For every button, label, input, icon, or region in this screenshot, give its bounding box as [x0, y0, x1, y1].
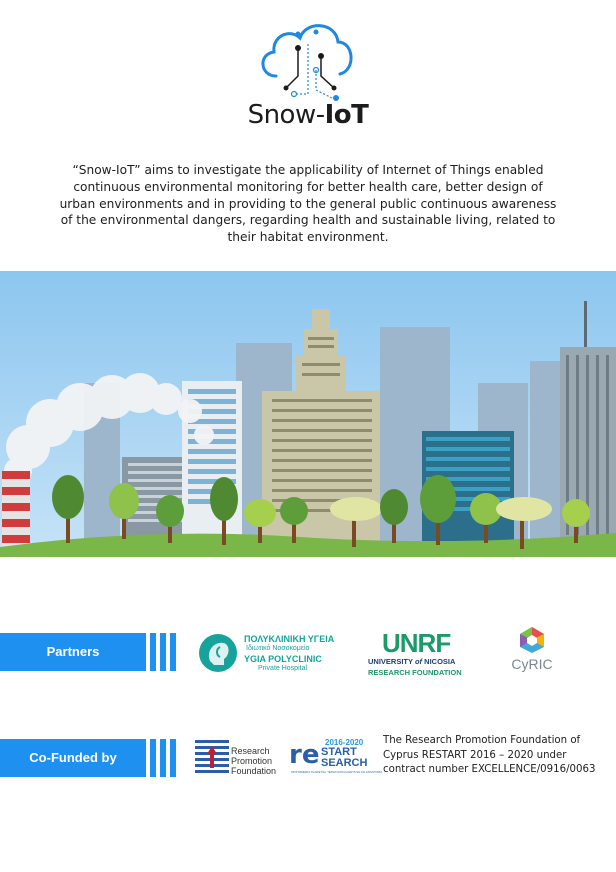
unrf-mark: UNRF	[382, 628, 451, 658]
rpf-line3: Foundation	[231, 766, 277, 776]
rpf-line1: Research	[231, 746, 270, 756]
restart-line1: START	[321, 746, 357, 758]
cofunded-band	[0, 739, 180, 777]
restart-words	[321, 747, 367, 769]
restart-re-mark: re	[289, 740, 320, 770]
restart-line2: SEARCH	[321, 757, 368, 769]
cloud-circuit-icon	[256, 14, 360, 104]
brand-name-bold: IoT	[324, 100, 369, 130]
partners-label: Partners	[0, 633, 146, 671]
band-stripe	[170, 739, 176, 777]
rpf-line2: Promotion	[231, 756, 273, 766]
rpf-emblem-icon	[195, 738, 229, 776]
band-stripe	[160, 739, 166, 777]
rpf-logo	[195, 738, 277, 778]
band-stripe	[160, 633, 166, 671]
restart-logo	[289, 738, 383, 778]
band-stripe	[150, 739, 156, 777]
ygia-line2: Ιδιωτικό Νοσοκομείο	[246, 645, 310, 652]
partners-band	[0, 633, 180, 671]
unrf-line2: RESEARCH FOUNDATION	[368, 668, 462, 677]
ygia-line4: Private Hospital	[258, 665, 308, 672]
ygia-line1: ΠΟΛΥΚΛΙΝΙΚΗ ΥΓΕΙΑ	[244, 634, 335, 644]
restart-years: 2016-2020	[325, 738, 364, 747]
ygia-head-icon	[198, 633, 238, 673]
ygia-line3: YGIA POLYCLINIC	[244, 654, 322, 664]
rpf-text	[231, 746, 276, 776]
unrf-logo	[368, 628, 472, 678]
ygia-polyclinic-logo	[198, 633, 335, 675]
band-stripe	[150, 633, 156, 671]
cyric-name: CyRIC	[511, 656, 553, 672]
brand-name-light: Snow-	[247, 100, 325, 130]
band-stripe	[170, 633, 176, 671]
cyric-hexagon-icon	[518, 626, 546, 654]
brand-name	[240, 100, 376, 130]
city-illustration	[0, 271, 616, 557]
snow-iot-logo	[240, 14, 376, 132]
cyric-logo	[506, 626, 558, 676]
unrf-of: of	[414, 657, 423, 666]
cofunded-label: Co-Funded by	[0, 739, 146, 777]
restart-tagline: ΠΡΟΓΡΑΜΜΑΤΑ ΓΙΑ ΕΡΕΥΝΑ, ΤΕΧΝΟΛΟΓΙΚΗ ΑΝΑΠΤΥΞΗ ΚΑΙ ΚΑΙΝΟΤΟΜΙΑ	[291, 771, 383, 774]
unrf-nicosia: NICOSIA	[424, 657, 456, 666]
unrf-university: UNIVERSITY	[368, 657, 413, 666]
intro-paragraph: “Snow-IoT” aims to investigate the applicability of Internet of Things enabled continuous environmental monitoring for better health care, better design of urban environments and in providing to the general public continuous awareness of the environmental dangers, regarding health and sustainable living, related to their habitat environment.	[59, 163, 557, 245]
funding-statement: The Research Promotion Foundation of Cyprus RESTART 2016 – 2020 under contract number EXCELLENCE/0916/0063	[383, 735, 596, 775]
unrf-university-line	[368, 657, 455, 666]
